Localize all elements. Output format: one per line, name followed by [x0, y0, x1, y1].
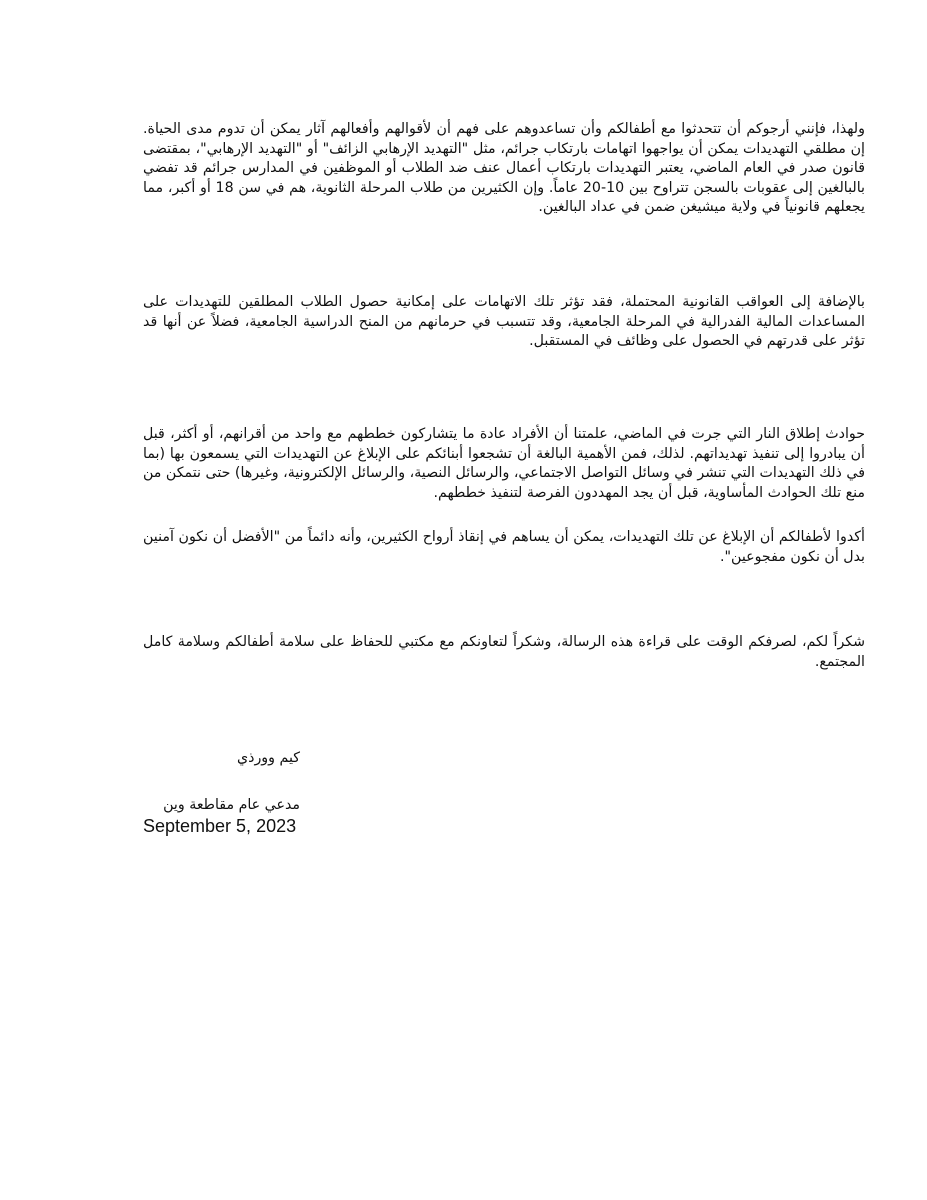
paragraph-thank-you: شكراً لكم، لصرفكم الوقت على قراءة هذه الرسالة، وشكراً لتعاونكم مع مكتبي للحفاظ على سلامة أطفالكم وسلامة كامل المجتمع.: [143, 634, 865, 670]
signature-title: مدعي عام مقاطعة وين: [163, 797, 300, 813]
signature-name: كيم وورذي: [237, 750, 300, 766]
letter-date: September 5, 2023: [143, 816, 297, 836]
paragraph-report-threats: حوادث إطلاق النار التي جرت في الماضي، علمتنا أن الأفراد عادة ما يتشاركون خططهم مع واحد من أقرانهم، أو أكثر، قبل أن يبادروا إلى تنفيذ تهديداتهم. لذلك، فمن الأهمية البالغة أن تشجعوا أبنائكم على الإبلاغ عن التهديدات التي يسمعون بها (بما في ذلك التهديدات التي تنشر في وسائل التواصل الاجتماعي، والرسائل النصية، والرسائل الإلكترونية، وغيرها) حتى نتمكن من منع تلك الحوادث المأساوية، قبل أن يجد المهددون الفرصة لتنفيذ خططهم.: [143, 426, 865, 501]
paragraph-talk-to-children: ولهذا، فإنني أرجوكم أن تتحدثوا مع أطفالكم وأن تساعدوهم على فهم أن لأقوالهم وأفعالهم آثار يمكن أن تدوم مدى الحياة. إن مطلقي التهديدات يمكن أن يواجهوا اتهامات بارتكاب جرائم، مثل "التهديد الإرهابي الزائف" أو "التهديد الإرهابي"، بمقتضى قانون صدر في العام الماضي، يعتبر التهديدات بارتكاب أعمال عنف ضد الطلاب أو الموظفين في المدارس جرائم قد تفضي بالبالغين إلى عقوبات بالسجن تتراوح بين 10-20 عاماً. وإن الكثيرين من طلاب المرحلة الثانوية، هم في سن 18 أو أكبر، مما يجعلهم قانونياً في ولاية ميشيغن ضمن في عداد البالغين.: [143, 121, 865, 216]
paragraph-save-lives: أكدوا لأطفالكم أن الإبلاغ عن تلك التهديدات، يمكن أن يساهم في إنقاذ أرواح الكثيرين، وأنه دائماً من "الأفضل أن نكون آمنين بدل أن نكون مفجوعين".: [143, 529, 865, 565]
paragraph-legal-consequences: بالإضافة إلى العواقب القانونية المحتملة، فقد تؤثر تلك الاتهامات على إمكانية حصول الطلاب المطلقين للتهديدات على المساعدات المالية الفدرالية في المرحلة الجامعية، وقد تتسبب في حرمانهم من المنح الدراسية الجامعية، فضلاً عن أنها قد تؤثر على قدرتهم في الحصول على وظائف في المستقبل.: [143, 294, 865, 350]
